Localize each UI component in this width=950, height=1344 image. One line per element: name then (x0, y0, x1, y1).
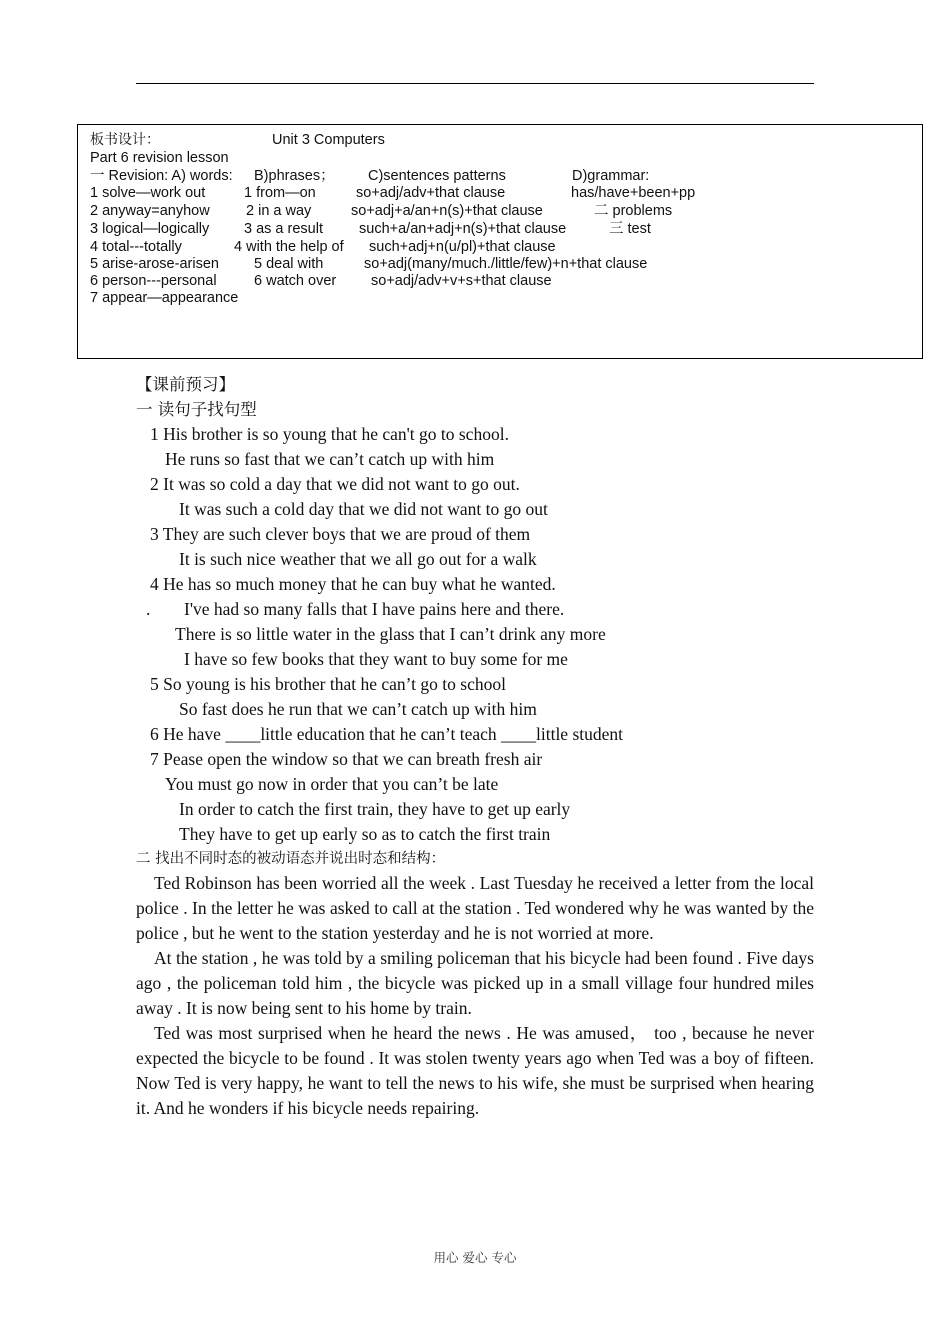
phrase-item: 5 deal with (254, 256, 324, 272)
phrase-item: 2 in a way (246, 203, 312, 219)
phrase-item: 3 as a result (244, 221, 323, 237)
pattern-item: such+a/an+adj+n(s)+that clause (359, 221, 567, 237)
grammar-item: 二 problems (594, 203, 673, 219)
section-2-title: 二 找出不同时态的被动语态并说出时态和结构： (136, 851, 446, 867)
word-item: 6 person---personal (90, 273, 217, 289)
phrase-item: 6 watch over (254, 273, 337, 289)
grammar-item: has/have+been+pp (571, 185, 696, 201)
pattern-item: so+adj/adv+v+s+that clause (371, 273, 552, 289)
board-design-box (77, 124, 923, 359)
sentence-line: 6 He have ____little education that he can’t teach ____little student (150, 724, 624, 744)
grammar-header: D)grammar: (572, 168, 650, 184)
sentence-line: 1 His brother is so young that he can't go to school. (150, 424, 509, 444)
passage-paragraph: At the station , he was told by a smiling policeman that his bicycle had been found . Five days ago , the policeman told him , the bicycle was picked up in a small village four hundred miles away . It is now being sent to his home by train. (136, 948, 814, 1018)
grammar-item: 三 test (609, 221, 651, 237)
header-rule (136, 83, 814, 84)
word-item: 2 anyway=anyhow (90, 203, 210, 219)
stray-dot: . (146, 599, 151, 619)
pattern-item: so+adj/adv+that clause (356, 185, 506, 201)
sentence-line: In order to catch the first train, they have to get up early (179, 799, 571, 819)
section-1-title: 一 读句子找句型 (136, 400, 257, 419)
word-item: 7 appear—appearance (90, 290, 239, 306)
sentence-line: It is such nice weather that we all go out for a walk (179, 549, 537, 569)
passage-paragraph: Ted Robinson has been worried all the week . Last Tuesday he received a letter from the local police . In the letter he was asked to call at the station . Ted wondered why he was wanted by the police , but he went to the station yesterday and he is not worried at more. (136, 873, 814, 943)
sentence-line: So fast does he run that we can’t catch up with him (179, 699, 537, 719)
passive-voice-passage (136, 871, 814, 1121)
word-item: 5 arise-arose-arisen (90, 256, 219, 272)
pattern-item: such+adj+n(u/pl)+that clause (369, 239, 556, 255)
board-label: 板书设计： (90, 132, 160, 148)
preview-heading: 【课前预习】 (136, 375, 235, 394)
words-header: 一 Revision: A) words: (90, 168, 233, 184)
sentence-line: 3 They are such clever boys that we are proud of them (150, 524, 531, 544)
passage-paragraph: Ted was most surprised when he heard the news . He was amused， too , because he never expected the bicycle to be found . It was stolen twenty years ago when Ted was a boy of fifteen. Now Ted is very happy, he want to tell the news to his wife, she must be surprised when hearing it. And he wonders if his bicycle needs repairing. (136, 1023, 814, 1118)
page-footer: 用心 爱心 专心 (433, 1250, 517, 1265)
sentence-line: It was such a cold day that we did not want to go out (179, 499, 548, 519)
sentence-line: 5 So young is his brother that he can’t go to school (150, 674, 506, 694)
phrase-item: 4 with the help of (234, 239, 344, 255)
sentence-line: They have to get up early so as to catch the first train (179, 824, 551, 844)
board-title: Unit 3 Computers (272, 132, 385, 148)
pattern-item: so+adj+a/an+n(s)+that clause (351, 203, 543, 219)
sentence-line: He runs so fast that we can’t catch up with him (165, 449, 495, 469)
sentence-line: There is so little water in the glass that I can’t drink any more (175, 624, 606, 644)
sentences-header: C)sentences patterns (368, 168, 506, 184)
word-item: 3 logical—logically (90, 221, 210, 237)
word-item: 4 total---totally (90, 239, 182, 255)
sentence-line: You must go now in order that you can’t be late (165, 774, 499, 794)
sentence-line: I have so few books that they want to buy some for me (184, 649, 568, 669)
phrase-item: 1 from—on (244, 185, 316, 201)
sentence-line: I've had so many falls that I have pains here and there. (184, 599, 565, 619)
board-subtitle: Part 6 revision lesson (90, 150, 229, 166)
phrases-header: B)phrases； (254, 168, 335, 184)
sentence-line: 2 It was so cold a day that we did not want to go out. (150, 474, 520, 494)
sentence-line: 4 He has so much money that he can buy what he wanted. (150, 574, 556, 594)
sentence-line: 7 Pease open the window so that we can breath fresh air (150, 749, 543, 769)
pattern-item: so+adj(many/much./little/few)+n+that clause (364, 256, 648, 272)
word-item: 1 solve—work out (90, 185, 206, 201)
